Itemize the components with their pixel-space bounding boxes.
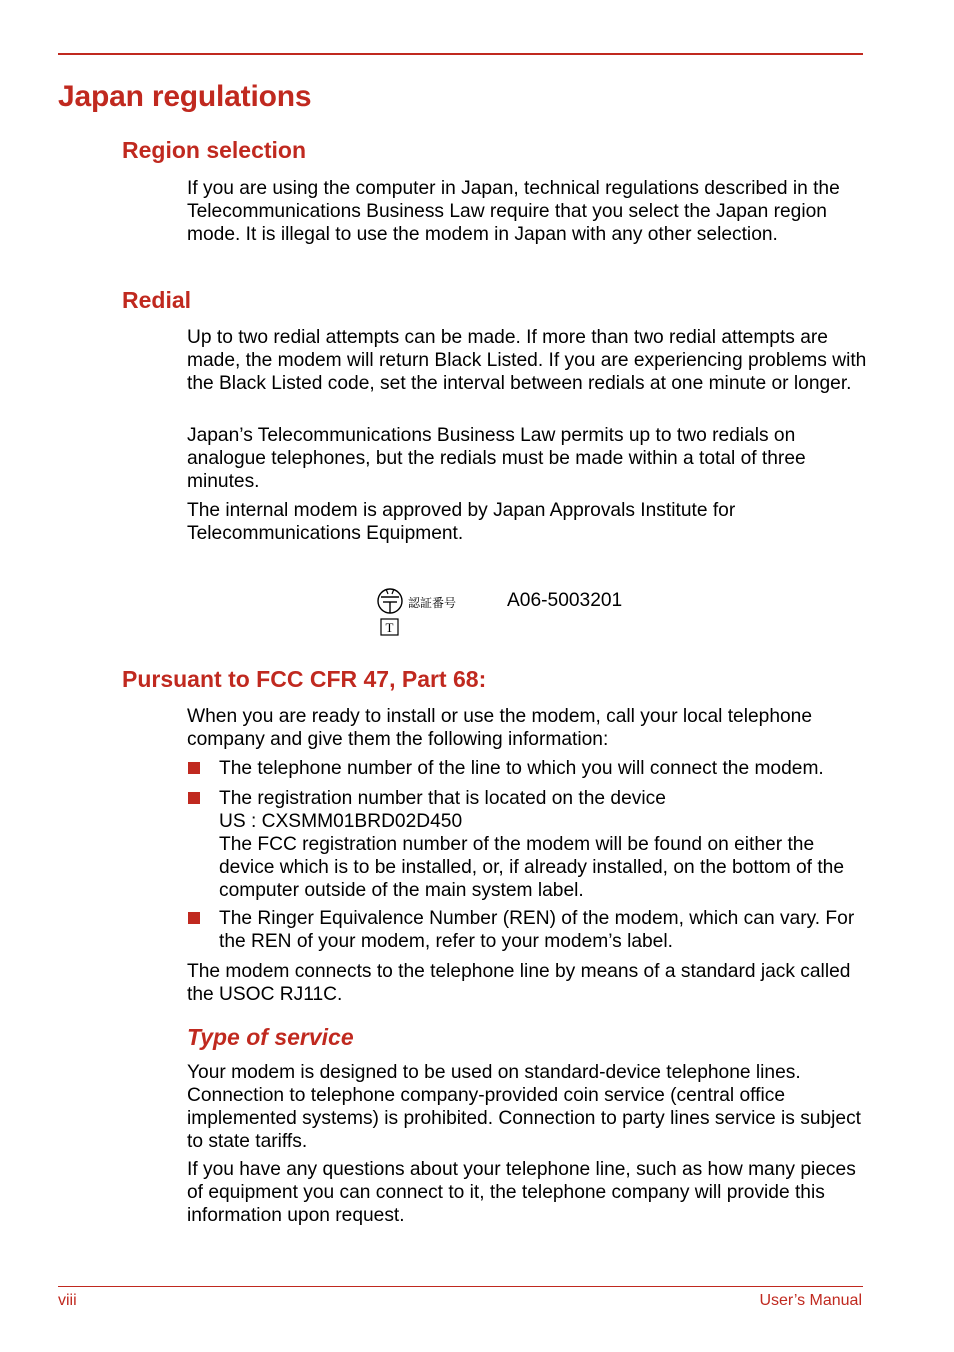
list-item — [187, 757, 877, 780]
header-rule — [58, 53, 863, 55]
mark-letter: T — [385, 620, 394, 635]
region-paragraph: If you are using the computer in Japan, technical regulations described in the Telecommunications Business Law require that you select the Japan region mode. It is illegal to use the modem in Japan with any other selection. — [187, 178, 840, 245]
list-item-text: The telephone number of the line to which you will connect the modem. — [219, 758, 824, 779]
list-item — [187, 907, 877, 953]
heading-region-selection: Region selection — [122, 137, 307, 163]
mark-label: 認証番号 — [408, 596, 457, 610]
bullet-square-icon — [188, 762, 200, 774]
redial-paragraph-3: The internal modem is approved by Japan Approvals Institute for Telecommunications Equipment. — [187, 500, 736, 544]
footer-rule — [58, 1286, 863, 1287]
redial-paragraph-1: Up to two redial attempts can be made. If more than two redial attempts are made, the modem will return Black Listed. If you are experiencing problems with the Black Listed code, set the interval between redials at one minute or longer. — [187, 327, 867, 394]
approval-number: A06-5003201 — [507, 590, 623, 611]
fcc-closing: The modem connects to the telephone line by means of a standard jack called the USOC RJ11C. — [187, 961, 851, 1005]
redial-paragraph-2: Japan’s Telecommunications Business Law permits up to two redials on analogue telephones, but the redials must be made within a total of three minutes. — [187, 425, 806, 492]
bullet-square-icon — [188, 912, 200, 924]
service-paragraph-2: If you have any questions about your telephone line, such as how many pieces of equipment you can connect to it, the telephone company will provide this information upon request. — [187, 1159, 856, 1226]
page-title: Japan regulations — [58, 80, 312, 113]
service-paragraph-1: Your modem is designed to be used on standard-device telephone lines. Connection to telephone company-provided coin service (central office implemented systems) is prohibited. Connection to party lines service is subject to state tariffs. — [187, 1062, 861, 1152]
fcc-intro: When you are ready to install or use the modem, call your local telephone company and give them the following information: — [187, 706, 812, 750]
japan-approval-mark-icon — [375, 585, 467, 641]
heading-fcc: Pursuant to FCC CFR 47, Part 68: — [122, 666, 487, 692]
bullet-square-icon — [188, 792, 200, 804]
heading-type-of-service: Type of service — [187, 1024, 354, 1050]
list-item-text: The Ringer Equivalence Number (REN) of the modem, which can vary. For the REN of your modem, refer to your modem’s label. — [219, 908, 855, 952]
footer-page-number: viii — [58, 1292, 77, 1309]
list-item-text: The registration number that is located on the device US : CXSMM01BRD02D450 The FCC registration number of the modem will be found on either the device which is to be installed, or, if already installed, on the bottom of the computer outside of the main system label. — [219, 788, 845, 901]
heading-redial: Redial — [122, 287, 192, 313]
footer-manual-title: User’s Manual — [759, 1292, 862, 1309]
list-item — [187, 787, 857, 902]
